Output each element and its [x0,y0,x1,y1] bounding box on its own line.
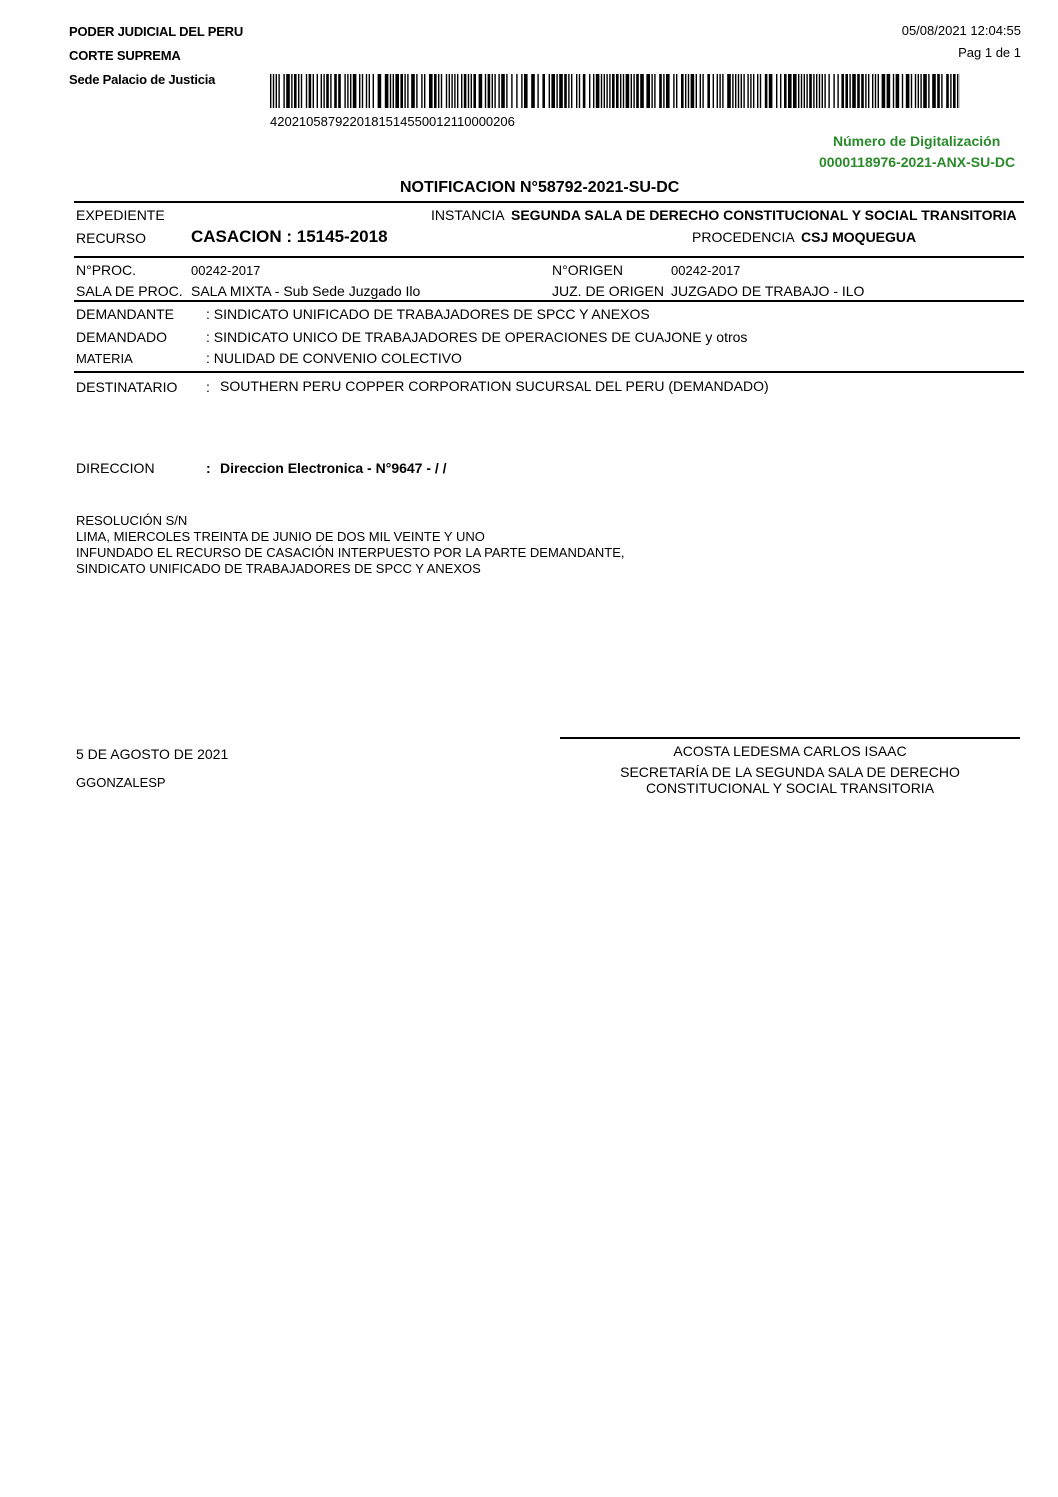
digitalization-number: 0000118976-2021-ANX-SU-DC [819,154,1016,170]
demandado-value: : SINDICATO UNICO DE TRABAJADORES DE OPERACIONES DE CUAJONE y otros [206,329,748,345]
direccion-label: DIRECCION [76,460,155,476]
destinatario-colon: : [206,379,210,395]
nproc-value: 00242-2017 [191,263,261,278]
recurso-value: CASACION : 15145-2018 [191,227,388,246]
resolution-line: LIMA, MIERCOLES TREINTA DE JUNIO DE DOS MIL VEINTE Y UNO [76,529,485,544]
resolution-line: SINDICATO UNIFICADO DE TRABAJADORES DE SPCC Y ANEXOS [76,561,481,576]
divider [74,201,1024,203]
destinatario-value: SOUTHERN PERU COPPER CORPORATION SUCURSAL DEL PERU (DEMANDADO) [220,378,769,394]
page-title: NOTIFICACION N°58792-2021-SU-DC [400,179,680,196]
direccion-colon: : [206,460,211,476]
materia-label: MATERIA [76,351,133,366]
divider [74,371,1024,373]
instancia-value: SEGUNDA SALA DE DERECHO CONSTITUCIONAL Y SOCIAL TRANSITORIA [511,207,1017,223]
signer-title: CONSTITUCIONAL Y SOCIAL TRANSITORIA [645,780,935,796]
barcode-number: 4202105879220181514550012110000206 [270,114,515,129]
resolution-line: INFUNDADO EL RECURSO DE CASACIÓN INTERPUESTO POR LA PARTE DEMANDANTE, [76,545,625,560]
procedencia-label: PROCEDENCIA [692,229,795,245]
norigen-label: N°ORIGEN [552,262,623,278]
destinatario-label: DESTINATARIO [76,379,178,395]
signer-name: ACOSTA LEDESMA CARLOS ISAAC [673,743,907,759]
materia-value: : NULIDAD DE CONVENIO COLECTIVO [206,350,462,366]
barcode [270,74,960,108]
digitalization-label: Número de Digitalización [833,133,1001,149]
demandado-label: DEMANDADO [76,329,168,345]
demandante-label: DEMANDANTE [76,306,175,322]
sala-value: SALA MIXTA - Sub Sede Juzgado Ilo [191,283,421,299]
notification-date: 5 DE AGOSTO DE 2021 [76,746,229,762]
page-indicator: Pag 1 de 1 [958,45,1021,60]
signer-title: SECRETARÍA DE LA SEGUNDA SALA DE DERECHO [620,764,960,780]
divider [74,256,1024,258]
direccion-value: Direccion Electronica - N°9647 - / / [220,460,447,476]
juz-value: JUZGADO DE TRABAJO - ILO [671,283,865,299]
demandante-value: : SINDICATO UNIFICADO DE TRABAJADORES DE SPCC Y ANEXOS [206,306,650,322]
norigen-value: 00242-2017 [671,263,741,278]
user-id: GGONZALESP [76,775,166,790]
org-name: PODER JUDICIAL DEL PERU [69,24,244,39]
print-datetime: 05/08/2021 12:04:55 [901,23,1021,38]
signature-line [560,737,1020,739]
nproc-label: N°PROC. [76,262,137,278]
recurso-label: RECURSO [76,230,147,246]
juz-label: JUZ. DE ORIGEN [552,283,665,299]
org-seat: Sede Palacio de Justicia [69,72,216,87]
procedencia-value: CSJ MOQUEGUA [801,229,917,245]
sala-label: SALA DE PROC. [76,283,183,299]
expediente-label: EXPEDIENTE [76,207,165,223]
resolution-line: RESOLUCIÓN S/N [76,513,188,528]
divider [74,300,1024,302]
instancia-label: INSTANCIA [431,207,505,223]
org-court: CORTE SUPREMA [69,48,181,63]
